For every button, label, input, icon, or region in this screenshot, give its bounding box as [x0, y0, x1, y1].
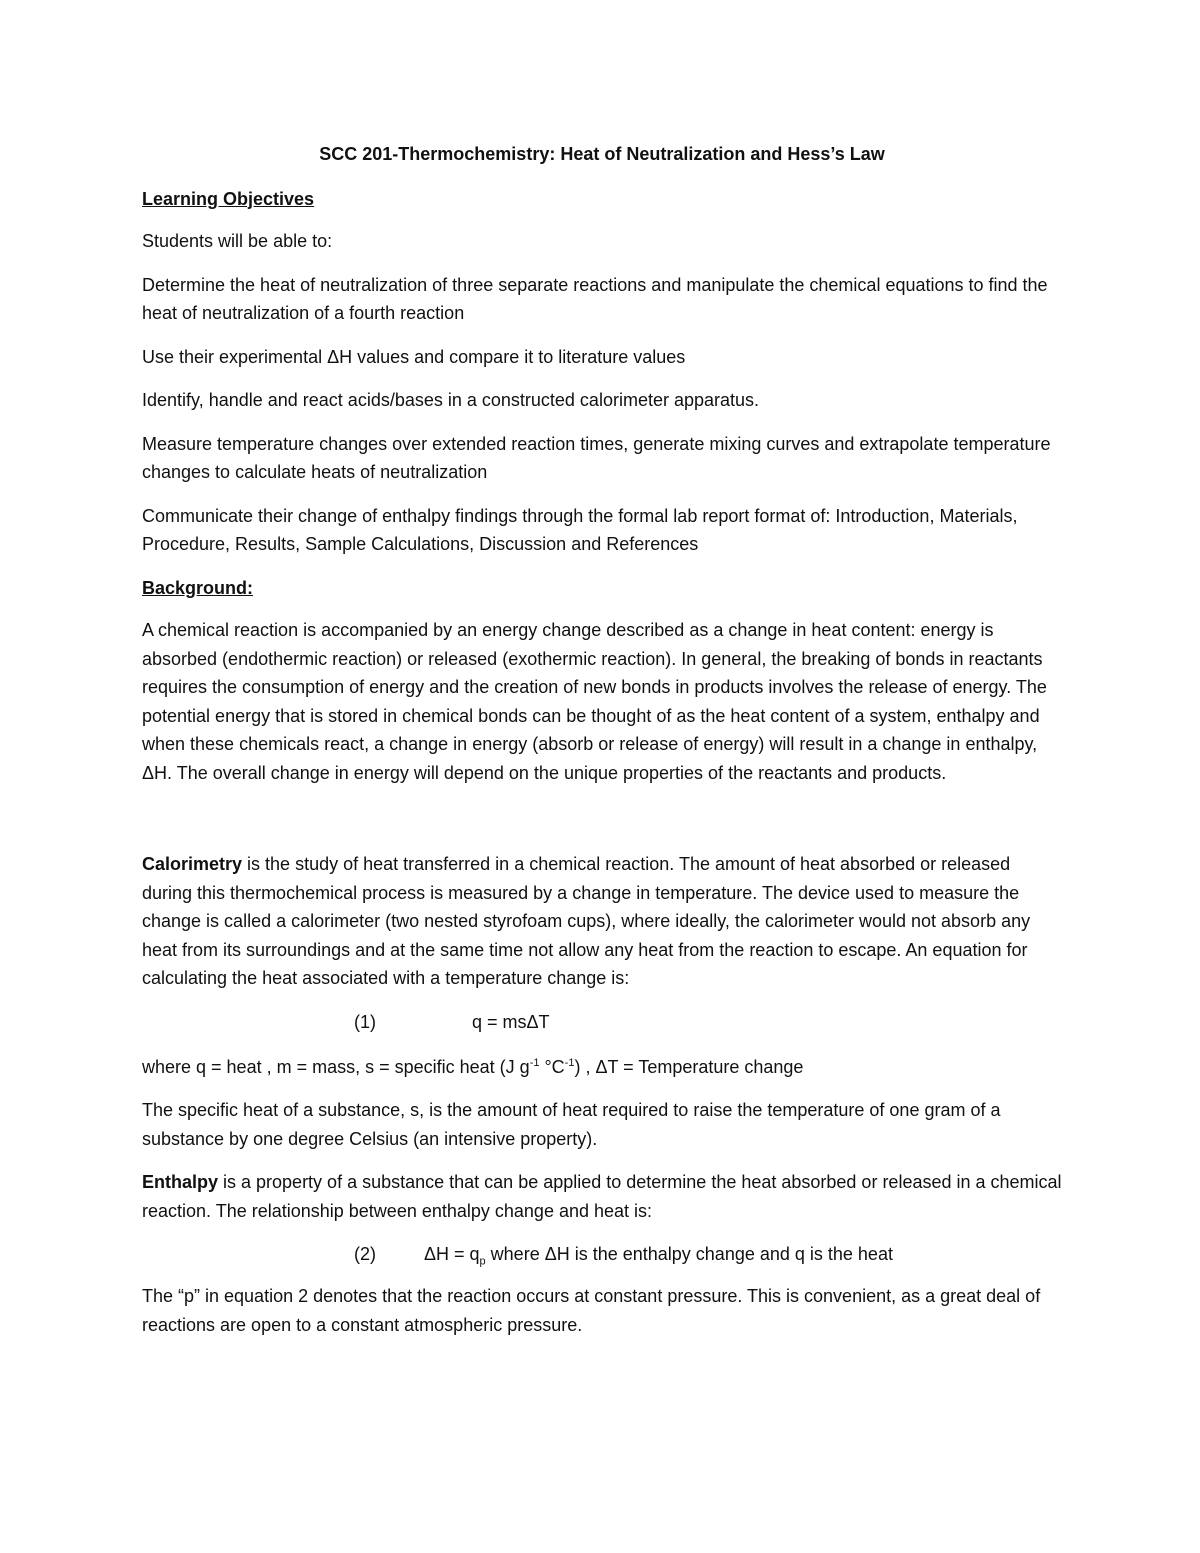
where-line-text-end: ) , ΔT = Temperature change	[574, 1056, 804, 1077]
learning-objectives-heading: Learning Objectives	[142, 188, 315, 209]
closing-paragraph: The “p” in equation 2 denotes that the reaction occurs at constant pressure. This is convenient, as a great deal of reactions are open to a constant atmospheric pressure.	[142, 1286, 1041, 1335]
objective-item: Measure temperature changes over extended reaction times, generate mixing curves and extrapolate temperature changes to calculate heats of neutralization	[142, 433, 1051, 482]
superscript: -1	[564, 1056, 575, 1069]
background-heading: Background:	[142, 577, 254, 598]
objective-item: Identify, handle and react acids/bases in a constructed calorimeter apparatus.	[142, 390, 760, 410]
equation-1	[142, 1008, 1062, 1036]
equation-2-description: where ΔH is the enthalpy change and q is the heat	[485, 1244, 893, 1264]
calorimetry-paragraph	[142, 850, 1062, 993]
specific-heat-paragraph: The specific heat of a substance, s, is the amount of heat required to raise the temperature of one gram of a substance by one degree Celsius (an intensive property).	[142, 1100, 1001, 1149]
enthalpy-term: Enthalpy	[142, 1172, 219, 1192]
document-title: SCC 201-Thermochemistry: Heat of Neutralization and Hess’s Law	[319, 144, 885, 164]
equation-2-number: (2)	[354, 1244, 376, 1264]
variable-definitions	[142, 1053, 1062, 1082]
superscript: -1	[529, 1056, 540, 1069]
calorimetry-term: Calorimetry	[142, 854, 243, 874]
document-content	[142, 140, 1062, 1354]
objective-item: Communicate their change of enthalpy findings through the formal lab report format of: Introduction, Materials, Procedure, Results, Sample Calculations, Discussion and References	[142, 505, 1018, 554]
equation-2-lhs: ΔH = q	[424, 1244, 480, 1264]
enthalpy-paragraph	[142, 1168, 1062, 1225]
equation-1-number: (1)	[354, 1011, 376, 1032]
objective-item: Use their experimental ΔH values and compare it to literature values	[142, 346, 686, 367]
subscript: p	[479, 1255, 486, 1268]
objectives-intro: Students will be able to:	[142, 231, 333, 251]
equation-2	[142, 1240, 1062, 1268]
objective-item: Determine the heat of neutralization of three separate reactions and manipulate the chemical equations to find the heat of neutralization of a fourth reaction	[142, 274, 1048, 323]
calorimetry-text: is the study of heat transferred in a chemical reaction. The amount of heat absorbed or released during this thermochemical process is measured by a change in temperature. The device used to measure the change is called a calorimeter (two nested styrofoam cups), where ideally, the calorimeter would not absorb any heat from its surroundings and at the same time not allow any heat from the reaction to escape. An equation for calculating the heat associated with a temperature change is:	[142, 854, 1031, 988]
where-line-text: where q = heat , m = mass, s = specific heat (J g	[142, 1056, 530, 1077]
blank-space	[142, 802, 1062, 850]
equation-2-formula	[424, 1240, 893, 1269]
where-line-unit: °C	[539, 1056, 565, 1077]
background-paragraph: A chemical reaction is accompanied by an energy change described as a change in heat content: energy is absorbed (endothermic reaction) or released (exothermic reaction). In general, the breaking of bonds in reactants requires the consumption of energy and the creation of new bonds in products involves the release of energy. The potential energy that is stored in chemical bonds can be thought of as the heat content of a system, enthalpy and when these chemicals react, a change in energy (absorb or release of energy) will result in a change in enthalpy, ΔH. The overall change in energy will depend on the unique properties of the reactants and products.	[142, 620, 1047, 783]
equation-1-formula: q = msΔT	[472, 1011, 550, 1032]
enthalpy-text: is a property of a substance that can be applied to determine the heat absorbed or released in a chemical reaction. The relationship between enthalpy change and heat is:	[142, 1172, 1062, 1221]
